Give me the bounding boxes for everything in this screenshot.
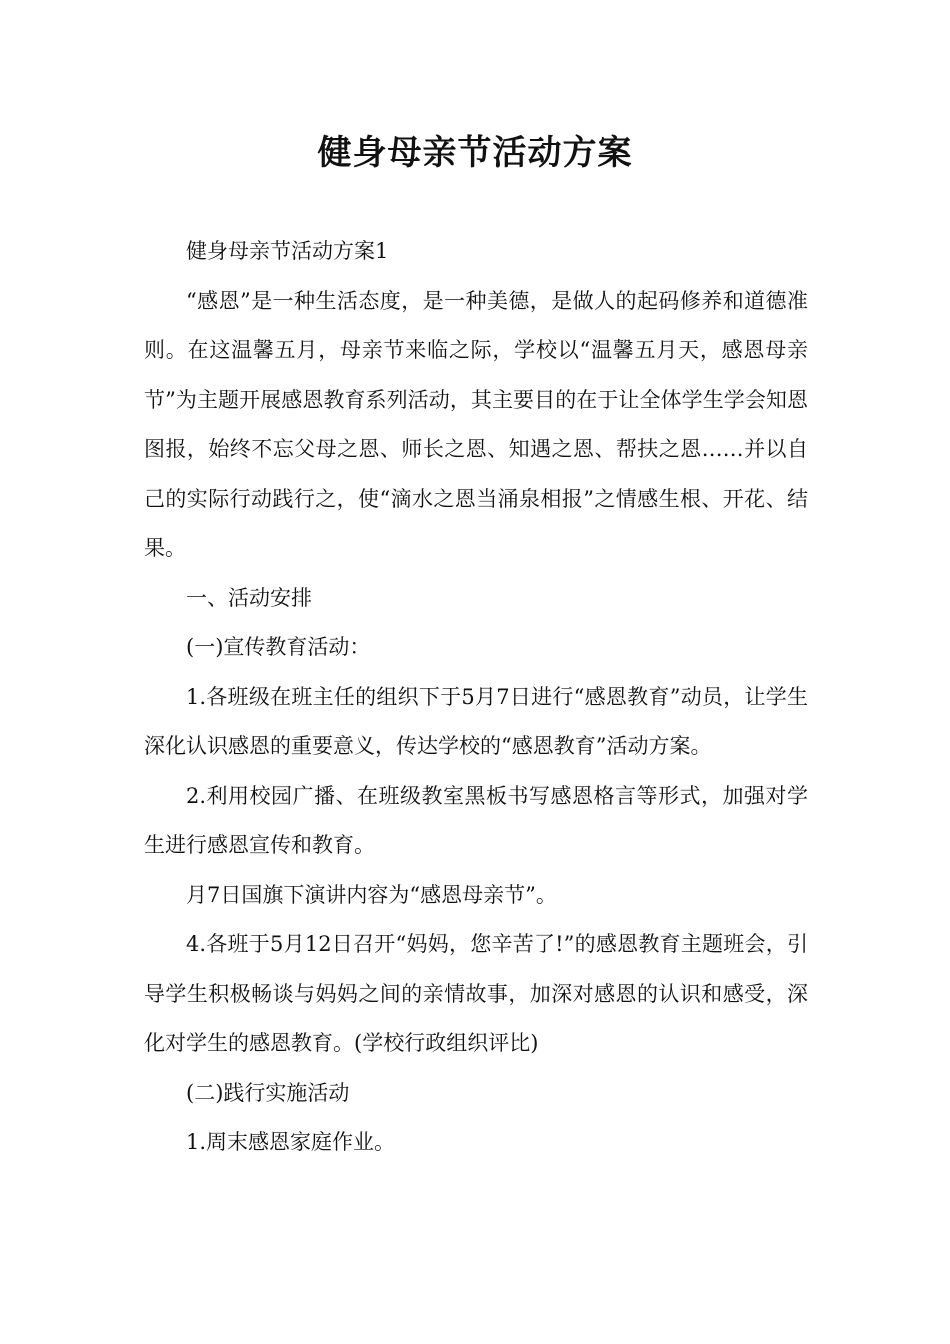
list-item-2: 2.利用校园广播、在班级教室黑板书写感恩格言等形式，加强对学生进行感恩宣传和教育。 bbox=[144, 783, 808, 857]
list-item-1: 1.各班级在班主任的组织下于5月7日进行“感恩教育”动员，让学生深化认识感恩的重要意义，传达学校的“感恩教育”活动方案。 bbox=[144, 684, 808, 758]
list-item-practice-1: 1.周末感恩家庭作业。 bbox=[186, 1130, 396, 1154]
intro-paragraph: “感恩”是一种生活态度，是一种美德，是做人的起码修养和道德准则。在这温馨五月，母亲节来临之际，学校以“温馨五月天，感恩母亲节”为主题开展感恩教育系列活动，其主要目的在于让全体学生学会知恩图报，始终不忘父母之恩、师长之恩、知遇之恩、帮扶之恩……并以自己的实际行动践行之，使“滴水之恩当涌泉相报”之情感生根、开花、结果。 bbox=[144, 288, 808, 560]
section-heading-plan-1: 健身母亲节活动方案1 bbox=[186, 239, 389, 263]
list-item-3: 月7日国旗下演讲内容为“感恩母亲节”。 bbox=[186, 882, 557, 907]
list-item-4: 4.各班于5月12日召开“妈妈，您辛苦了!”的感恩教育主题班会，引导学生积极畅谈与妈妈之间的亲情故事，加深对感恩的认识和感受，深化对学生的感恩教育。(学校行政组织评比) bbox=[144, 932, 808, 1055]
document-title: 健身母亲节活动方案 bbox=[317, 133, 633, 173]
subsection-heading-practice: (二)践行实施活动 bbox=[186, 1080, 350, 1105]
document-body bbox=[144, 227, 808, 1168]
subsection-heading-promotion: (一)宣传教育活动： bbox=[186, 635, 371, 659]
section-heading-activities: 一、活动安排 bbox=[186, 585, 312, 610]
